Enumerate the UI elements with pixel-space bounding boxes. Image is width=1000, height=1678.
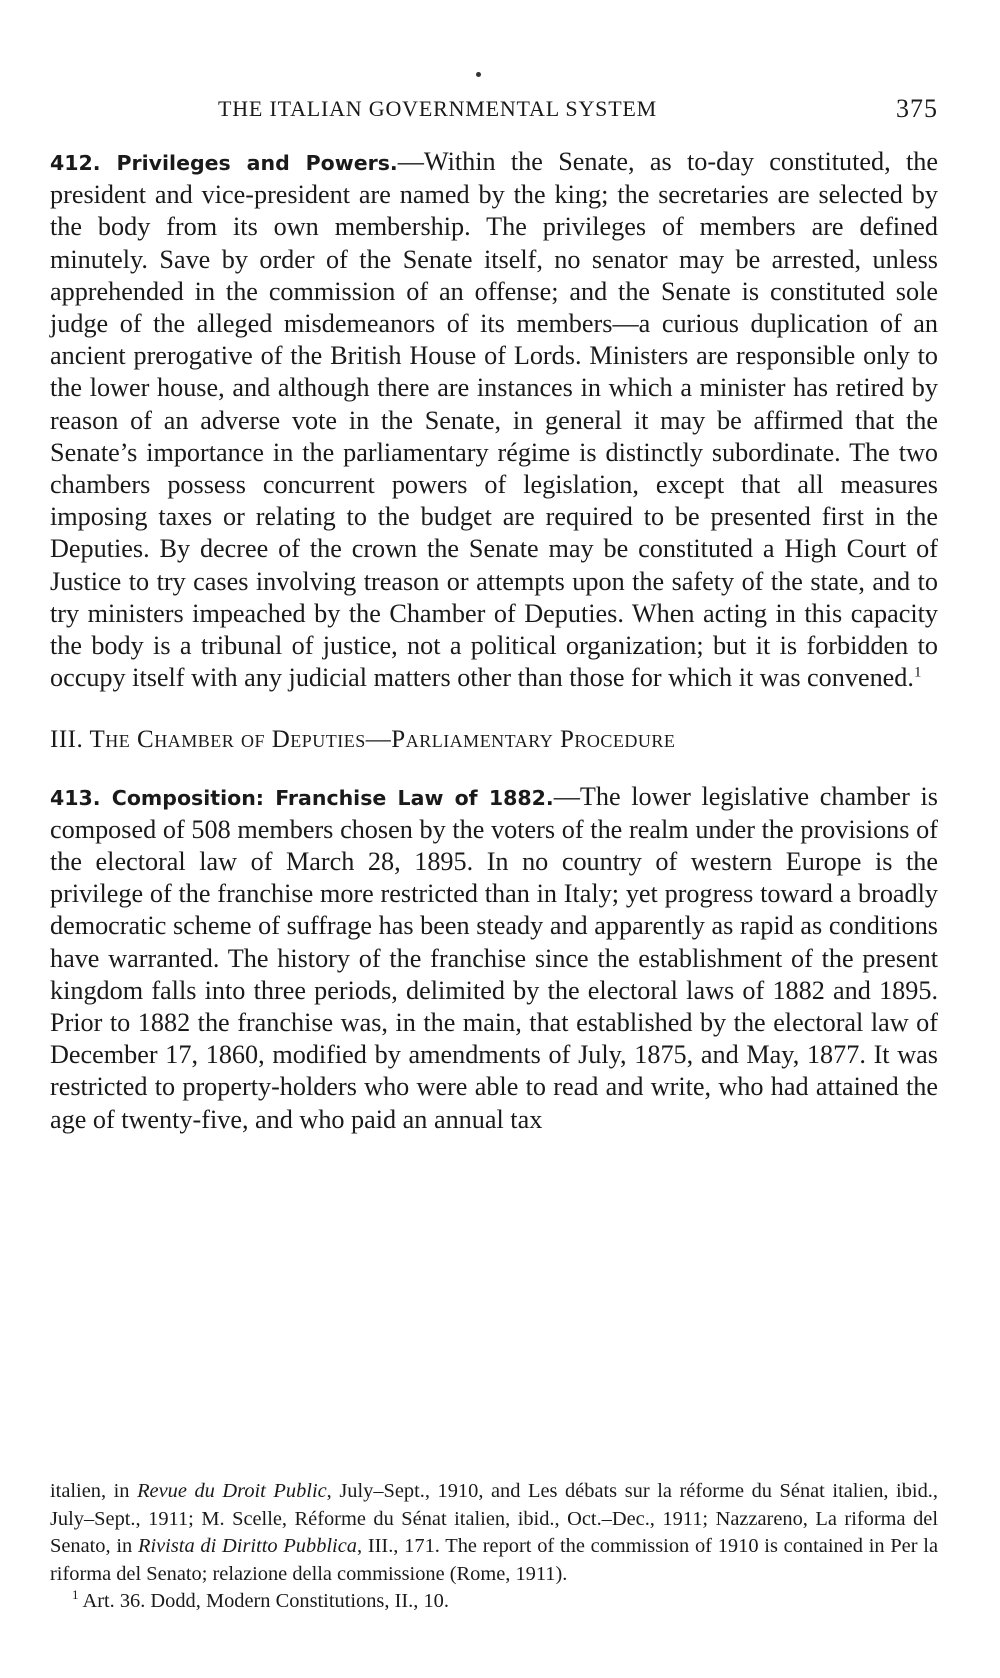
paragraph-413 — [50, 781, 938, 1136]
printer-dot-mark — [476, 72, 481, 77]
section-heading: III. The Chamber of Deputies—Parliamentary Procedure — [50, 726, 676, 754]
footnote-1-mark: 1 — [72, 1587, 79, 1603]
paragraph-413-text: —The lower legislative chamber is composed of 508 members chosen by the voters of the realm under the provisions of the electoral law of March 28, 1895. In no country of western Europe is the privilege of the franchise more restricted than in Italy; yet progress toward a broadly democratic scheme of suffrage has been steady and apparently as rapid as conditions have warranted. The history of the franchise since the establishment of the present kingdom falls into three periods, delimited by the electoral laws of 1882 and 1895. Prior to 1882 the franchise was, in the main, that established by the electoral law of December 17, 1860, modified by amendments of July, 1875, and May, 1877. It was restricted to property-holders who were able to read and write, who had attained the age of twenty-five, and who paid an annual tax — [50, 781, 938, 1134]
footnote-continued — [50, 1478, 938, 1588]
footnote-continued-text-2: , July–Sept., 1910, and Les débats sur la réforme du Sénat italien, ibid., July–Sept., 1911; M. Scelle, Réforme du Sénat italien, ibid., Oct.–Dec., 1911; Nazzareno, La riforma del Senato, in — [50, 1480, 938, 1557]
paragraph-413-heading: 413. Composition: Franchise Law of 1882. — [50, 785, 554, 810]
footnote-reference-1: 1 — [913, 664, 922, 681]
paragraph-412-text: —Within the Senate, as to-day constituted, the president and vice-president are named by the king; the secretaries are selected by the body from its own membership. The privileges of members are defined minutely. Save by order of the Senate itself, no senator may be arrested, unless apprehended in the commission of an offense; and the Senate is constituted sole judge of the alleged misdemeanors of its members—a curious duplication of an ancient prerogative of the British House of Lords. Ministers are responsible only to the lower house, and although there are instances in which a minister has retired by reason of an adverse vote in the Senate, in general it may be affirmed that the Senate’s importance in the parliamentary régime is distinctly subordinate. The two chambers possess concurrent powers of legislation, except that all measures imposing taxes or relating to the budget are required to be presented first in the Deputies. By decree of the crown the Senate may be constituted a High Court of Justice to try cases involving treason or attempts upon the safety of the state, and to try ministers impeached by the Chamber of Deputies. When acting in this capacity the body is a tribunal of justice, not a political organization; but it is forbidden to occupy itself with any judicial matters other than those for which it was convened. — [50, 147, 938, 693]
paragraph-412-heading: 412. Privileges and Powers. — [50, 151, 398, 175]
footnote-continued-text-3: , III., 171. The report of the commission of 1910 is contained in Per la riforma del Senato; relazione della commissione (Rome, 1911). — [50, 1535, 939, 1585]
footnote-journal-title-1: Revue du Droit Public — [137, 1480, 327, 1502]
footnote-1-text: Art. 36. Dodd, Modern Constitutions, II., 10. — [78, 1590, 449, 1612]
book-page — [50, 0, 938, 1678]
footnotes — [50, 1478, 938, 1616]
paragraph-412 — [50, 146, 938, 694]
body-text — [50, 146, 938, 1136]
page-number: 375 — [896, 94, 938, 123]
footnote-journal-title-2: Rivista di Diritto Pubblica — [138, 1535, 357, 1557]
running-title: THE ITALIAN GOVERNMENTAL SYSTEM — [218, 96, 658, 121]
running-head — [50, 92, 938, 132]
footnote-1 — [50, 1588, 938, 1616]
footnote-continued-text-1: italien, in — [50, 1480, 138, 1502]
